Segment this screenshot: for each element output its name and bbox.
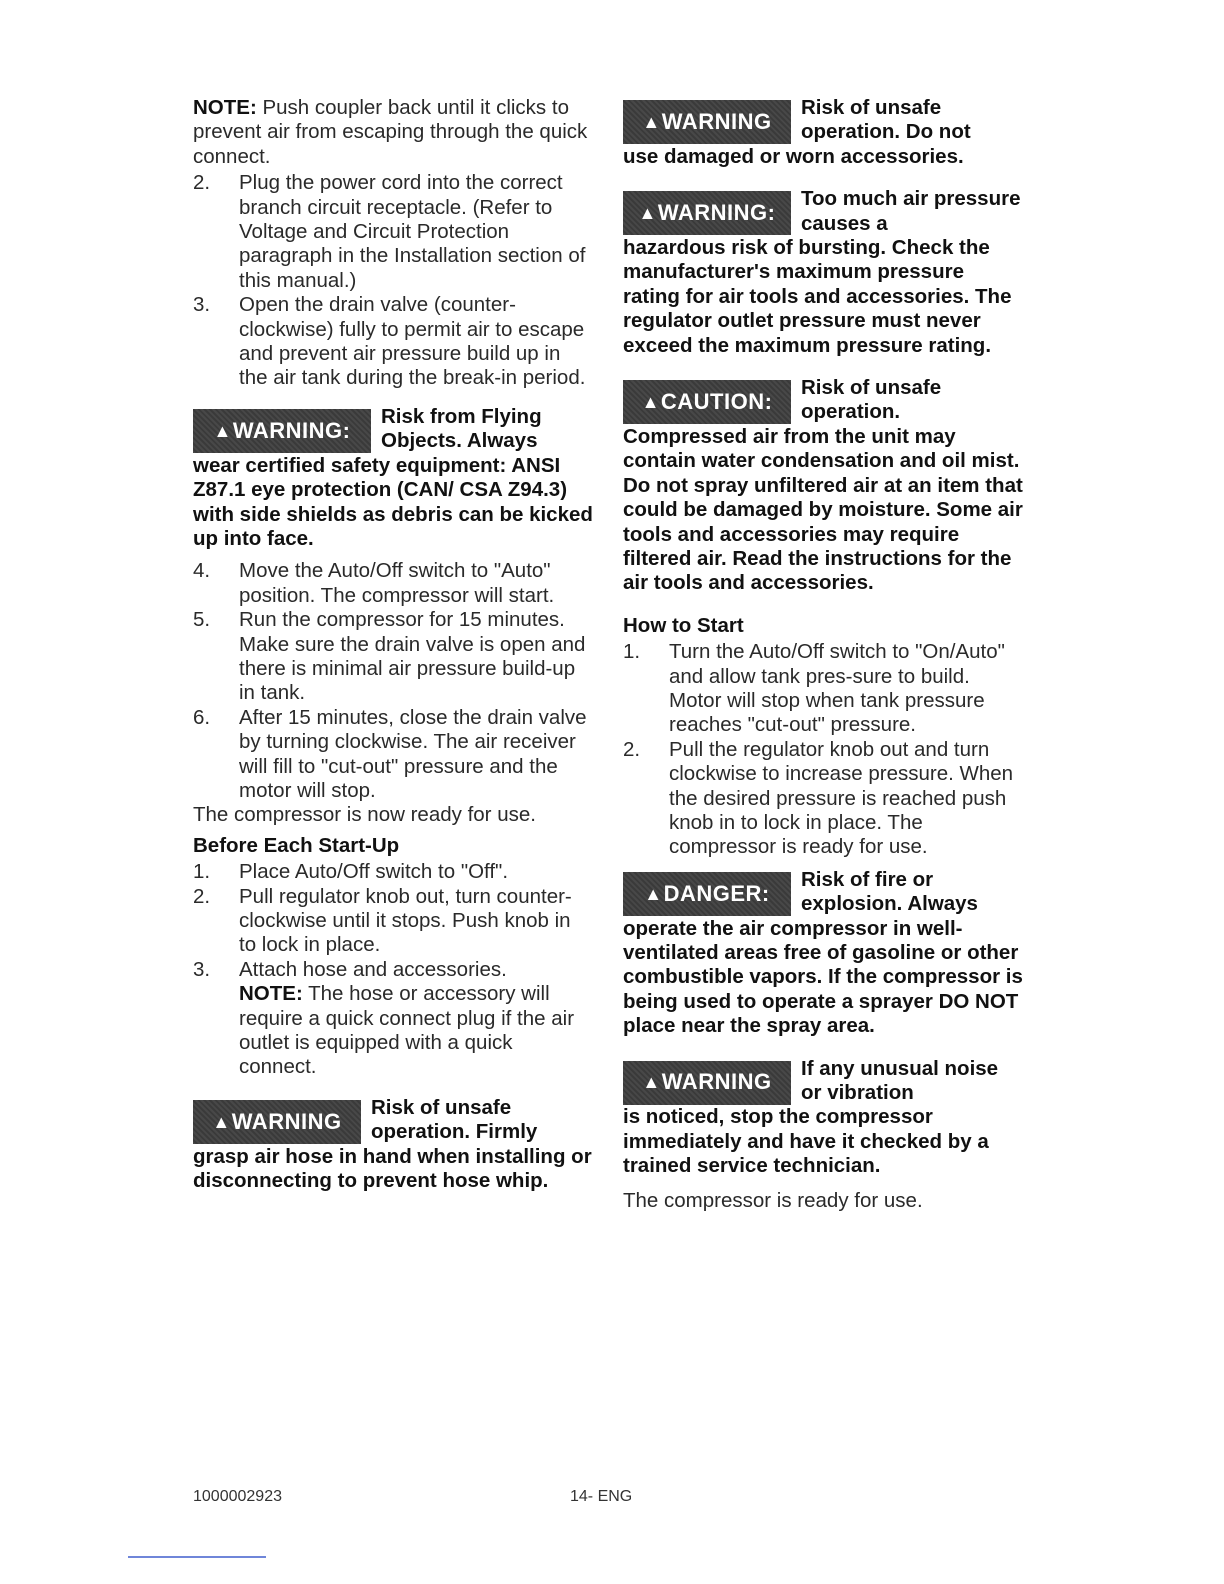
- note-label: NOTE:: [239, 982, 303, 1006]
- steps-list-b: [193, 559, 593, 803]
- step-number: 4.: [193, 559, 211, 583]
- final-ready-text: The compressor is ready for use.: [623, 1188, 923, 1212]
- step-text: Run the compressor for 15 minutes. Make sure the drain valve is open and there is minimal air pressure build-up in tank.: [239, 608, 586, 705]
- document-id: 1000002923: [193, 1488, 282, 1505]
- list-item: [193, 860, 593, 884]
- warning-air-pressure: [623, 187, 1023, 358]
- before-steps-list: [193, 860, 593, 1080]
- step-text: Move the Auto/Off switch to "Auto" position. The compressor will start.: [239, 559, 555, 607]
- badge-label: WARNING:: [232, 417, 351, 443]
- warning-triangle-icon: ▲: [644, 883, 663, 904]
- warning-flying-objects: [193, 405, 593, 551]
- step-number: 1.: [193, 860, 211, 884]
- footnote-divider: [128, 1556, 266, 1558]
- list-item: [193, 293, 593, 391]
- step-text: Open the drain valve (counter-clockwise) fully to permit air to escape and prevent air pressure build up in the air tank during the break-in period.: [239, 293, 586, 390]
- step-text: After 15 minutes, close the drain valve by turning clockwise. The air receiver will fill to "cut-out" pressure and the motor will stop.: [239, 705, 587, 802]
- step-text: [239, 958, 593, 1080]
- badge-label: DANGER:: [663, 880, 770, 906]
- caution-badge: [623, 380, 791, 424]
- alert-body: wear certified safety equipment: ANSI Z87.1 eye protection (CAN/ CSA Z94.3) with side shields as debris can be kicked up into face.: [193, 453, 593, 550]
- step-text: Pull regulator knob out, turn counter-clockwise until it stops. Push knob in to lock in place.: [239, 884, 572, 957]
- alert-body: grasp air hose in hand when installing or disconnecting to prevent hose whip.: [193, 1144, 592, 1193]
- warning-triangle-icon: ▲: [213, 420, 232, 441]
- alert-heading: Risk of unsafe operation. Firmly: [371, 1095, 538, 1144]
- ready-text: The compressor is now ready for use.: [193, 803, 536, 827]
- badge-label: WARNING: [231, 1108, 342, 1134]
- list-item: [193, 559, 593, 608]
- alert-body: Compressed air from the unit may contain water condensation and oil mist. Do not spray unfiltered air at an item that could be damaged by moisture. Some air tools and accessories may require filtered air. Read the instructions for the air tools and accessories.: [623, 424, 1023, 595]
- list-item: [193, 608, 593, 706]
- badge-label: WARNING: [661, 1069, 772, 1095]
- alert-heading: Risk of unsafe operation. Do not: [801, 96, 971, 144]
- alert-heading: Risk of fire or explosion. Always: [801, 867, 978, 916]
- warning-triangle-icon: ▲: [212, 1111, 231, 1132]
- list-item: [193, 171, 593, 293]
- alert-heading: If any unusual noise or vibration: [801, 1056, 999, 1105]
- list-item: [193, 885, 593, 958]
- warning-triangle-icon: ▲: [642, 1072, 661, 1093]
- before-start-heading: Before Each Start-Up: [193, 833, 400, 857]
- warning-badge: [623, 1061, 791, 1105]
- warning-triangle-icon: ▲: [641, 391, 660, 412]
- alert-body: hazardous risk of bursting. Check the manufacturer's maximum pressure rating for air tools and accessories. The regulator outlet pressure must never exceed the maximum pressure rating.: [623, 236, 1012, 357]
- warning-triangle-icon: ▲: [638, 203, 657, 224]
- warning-badge: [623, 191, 791, 235]
- note-intro: [193, 96, 593, 169]
- alert-heading: Too much air pressure causes a: [801, 187, 1021, 235]
- step-number: 2.: [623, 737, 641, 761]
- badge-label: WARNING:: [657, 200, 776, 226]
- right-column: [623, 96, 1023, 1213]
- warning-noise-vibration: [623, 1057, 1023, 1179]
- step-number: 5.: [193, 608, 211, 632]
- warning-badge: [193, 409, 371, 453]
- step-number: 6.: [193, 705, 211, 729]
- alert-heading: Risk of unsafe operation.: [801, 376, 942, 424]
- warning-badge: [623, 100, 791, 144]
- step-text-main: Attach hose and accessories.: [239, 957, 507, 981]
- step-number: 1.: [623, 640, 641, 664]
- list-item: [193, 706, 593, 804]
- note-text: Push coupler back until it clicks to prevent air from escaping through the quick connect.: [193, 96, 588, 168]
- how-to-start-steps: [623, 640, 1023, 860]
- list-item: [193, 958, 593, 1080]
- badge-label: WARNING: [661, 108, 772, 134]
- note-text: The hose or accessory will require a quick connect plug if the air outlet is equipped with a quick connect.: [239, 982, 575, 1079]
- alert-heading: Risk from Flying Objects. Always: [381, 404, 542, 453]
- how-to-start-heading: How to Start: [623, 613, 744, 637]
- badge-label: CAUTION:: [660, 388, 773, 414]
- danger-fire-explosion: [623, 868, 1023, 1039]
- step-number: 2.: [193, 171, 211, 195]
- warning-damaged-accessories: [623, 96, 1023, 169]
- page-number: 14- ENG: [570, 1488, 633, 1505]
- alert-body: use damaged or worn accessories.: [623, 144, 964, 168]
- warning-triangle-icon: ▲: [642, 111, 661, 132]
- danger-badge: [623, 872, 791, 916]
- step-text: Plug the power cord into the correct branch circuit receptacle. (Refer to Voltage and Circuit Protection paragraph in the Installation section of this manual.): [239, 171, 586, 292]
- step-number: 3.: [193, 293, 211, 317]
- list-item: [623, 738, 1023, 860]
- left-column: [193, 96, 593, 1193]
- warning-hose-whip: [193, 1096, 593, 1194]
- warning-badge: [193, 1100, 361, 1144]
- step-text: Pull the regulator knob out and turn clockwise to increase pressure. When the desired pressure is reached push knob in to lock in place. The compressor is ready for use.: [669, 737, 1014, 859]
- note-label: NOTE:: [193, 96, 257, 119]
- alert-body: operate the air compressor in well-ventilated areas free of gasoline or other combustible vapors. If the compressor is being used to operate a sprayer DO NOT place near the spray area.: [623, 916, 1023, 1038]
- list-item: [623, 640, 1023, 738]
- step-number: 2.: [193, 884, 211, 908]
- step-number: 3.: [193, 957, 211, 981]
- alert-body: is noticed, stop the compressor immediately and have it checked by a trained service technician.: [623, 1105, 989, 1178]
- step-text: Place Auto/Off switch to "Off".: [239, 860, 509, 884]
- caution-unsafe-operation: [623, 376, 1023, 596]
- step-text: Turn the Auto/Off switch to "On/Auto" and allow tank pres-sure to build. Motor will stop when tank pressure reaches "cut-out" pressure.: [669, 640, 1005, 737]
- steps-list-a: [193, 171, 593, 391]
